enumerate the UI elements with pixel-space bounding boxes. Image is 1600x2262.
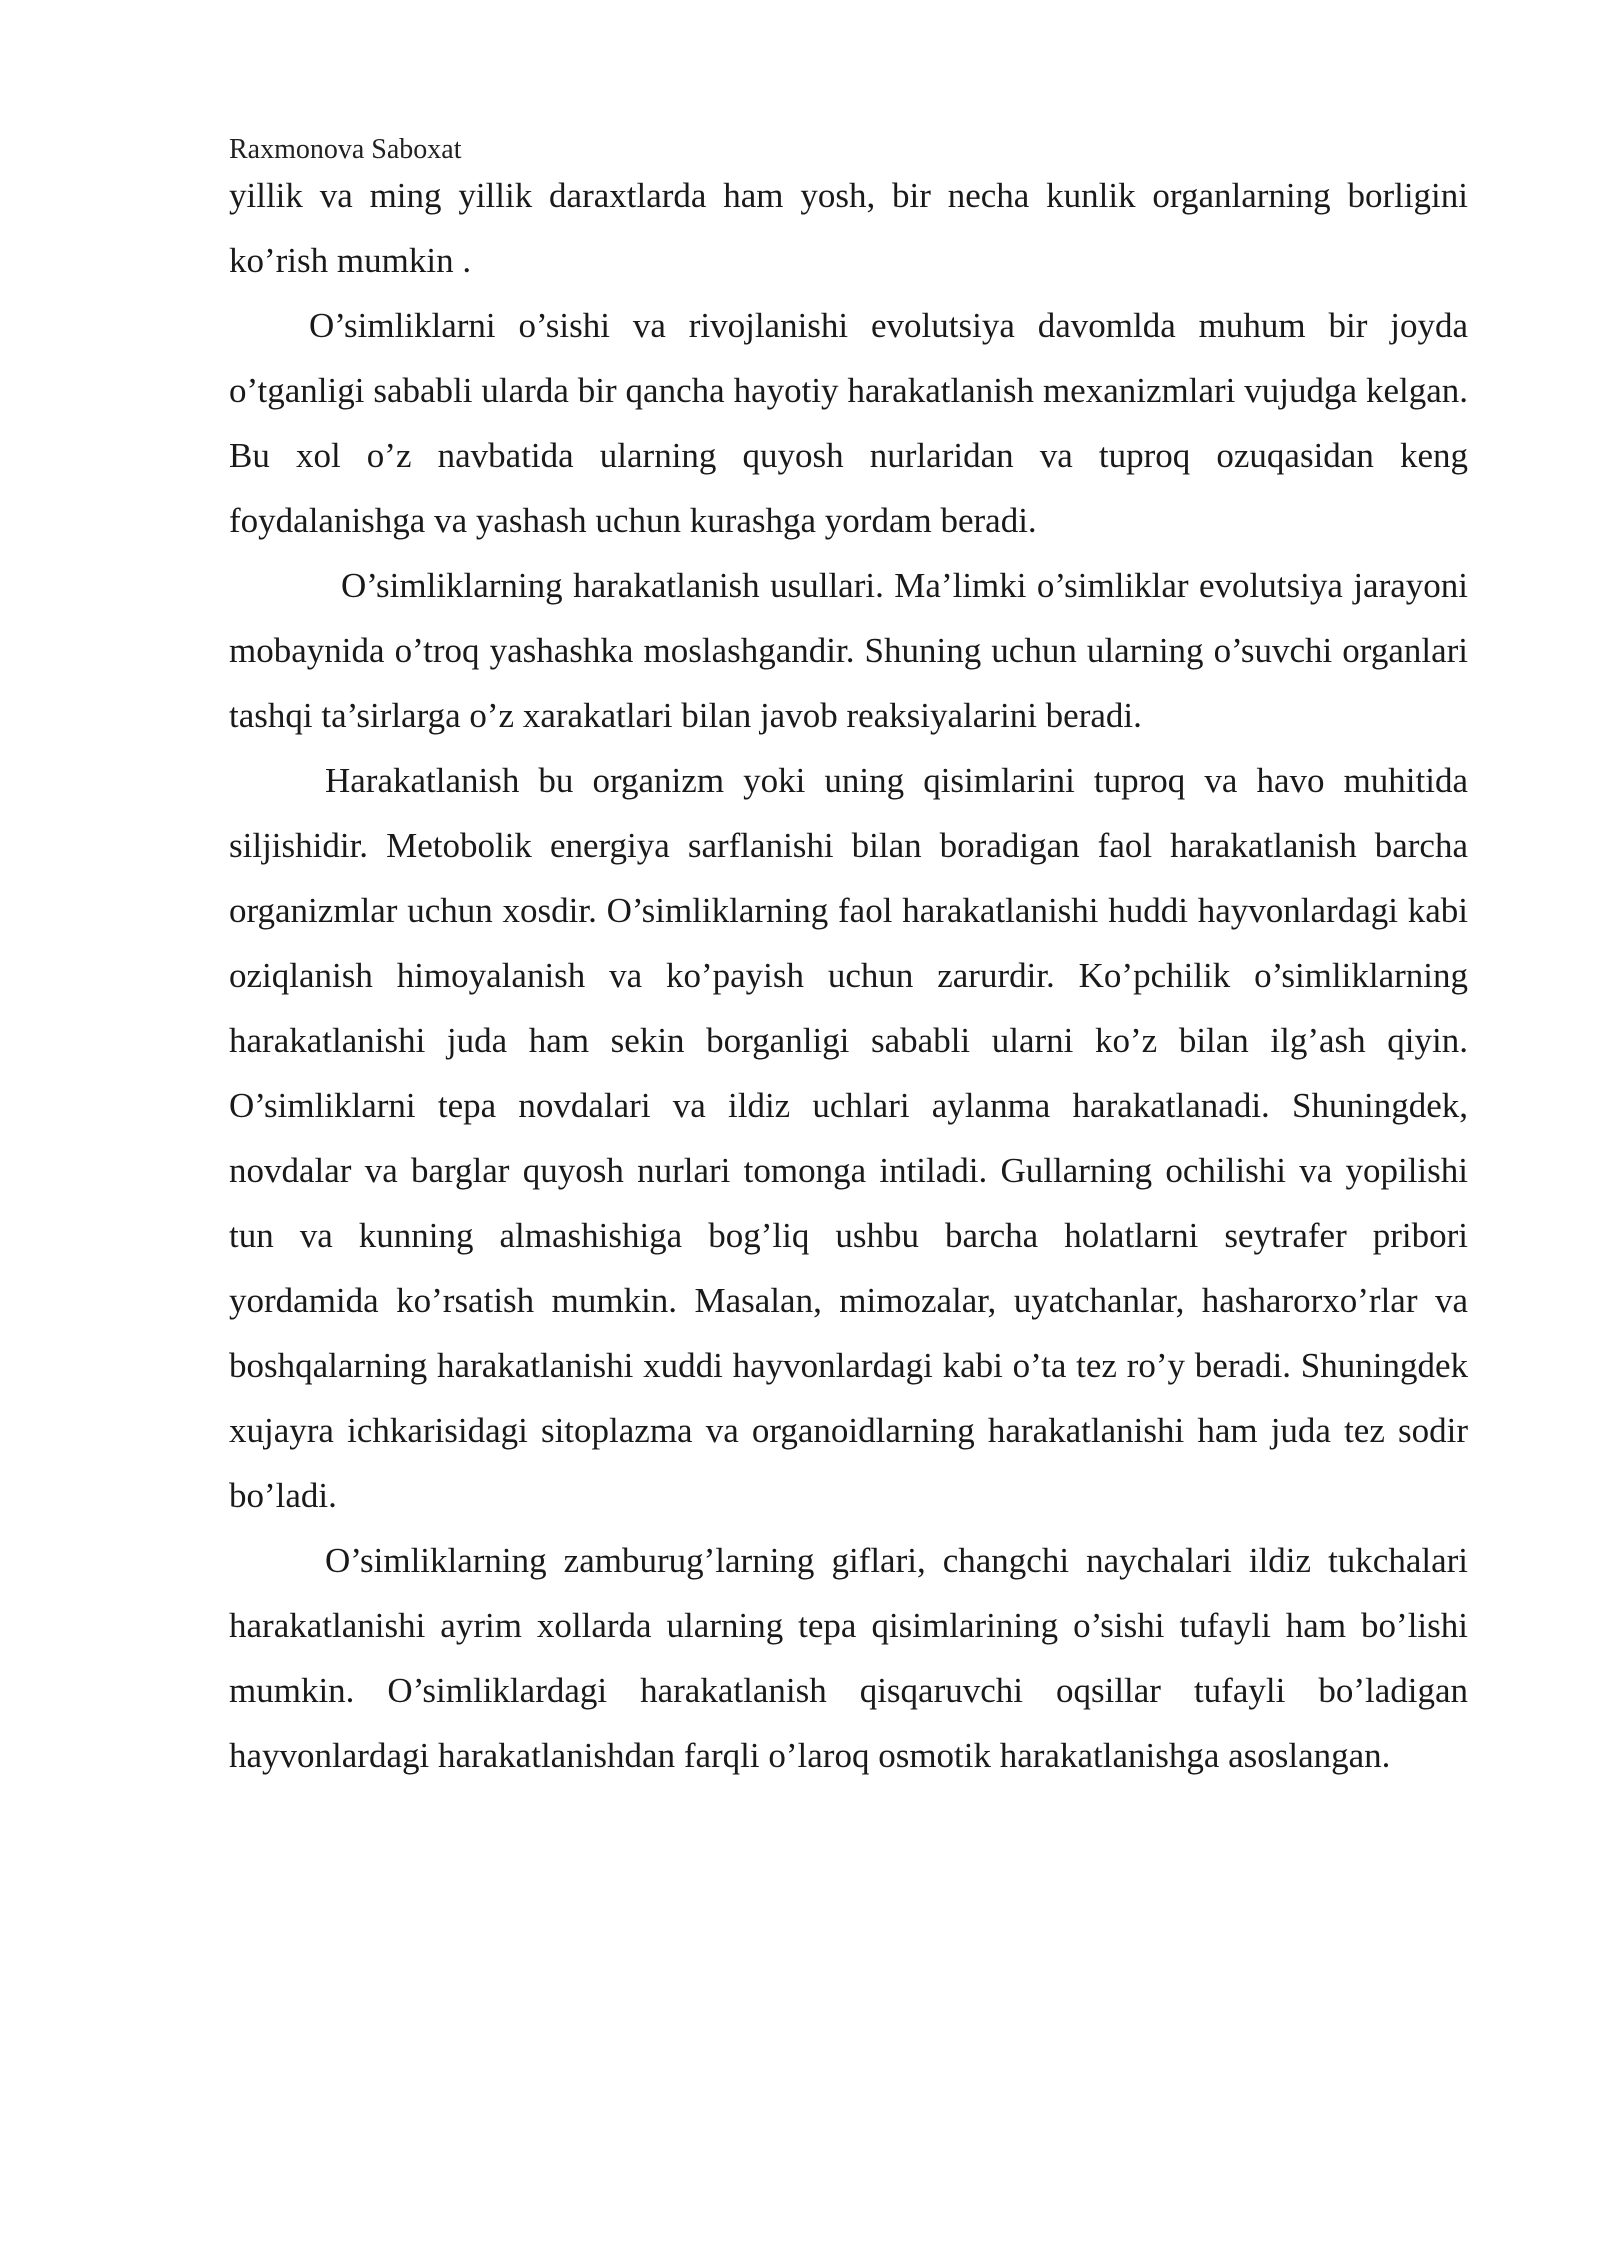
document-body <box>229 163 1468 1788</box>
paragraph-movement-definition: Harakatlanish bu organizm yoki uning qisimlarini tuproq va havo muhitida siljishidir. Metobolik energiya sarflanishi bilan boradigan faol harakatlanish barcha organizmlar uchun xosdir. O’simliklarning faol harakatlanishi huddi hayvonlardagi kabi oziqlanish himoyalanish va ko’payish uchun zarurdir. Ko’pchilik o’simliklarning harakatlanishi juda ham sekin borganligi sababli ularni ko’z bilan ilg’ash qiyin. O’simliklarni tepa novdalari va ildiz uchlari aylanma harakatlanadi. Shuningdek, novdalar va barglar quyosh nurlari tomonga intiladi. Gullarning ochilishi va yopilishi tun va kunning almashishiga bog’liq ushbu barcha holatlarni seytrafer pribori yordamida ko’rsatish mumkin. Masalan, mimozalar, uyatchanlar, hasharorxo’rlar va boshqalarning harakatlanishi xuddi hayvonlardagi kabi o’ta tez ro’y beradi. Shuningdek xujayra ichkarisidagi sitoplazma va organoidlarning harakatlanishi ham juda tez sodir bo’ladi. <box>229 761 1468 1515</box>
paragraph-continuation: yillik va ming yillik daraxtlarda ham yosh, bir necha kunlik organlarning borligini ko’rish mumkin . <box>229 176 1468 280</box>
paragraph-fungi-movement: O’simliklarning zamburug’larning giflari, changchi naychalari ildiz tukchalari harakatlanishi ayrim xollarda ularning tepa qisimlarining o’sishi tufayli ham bo’lishi mumkin. O’simliklardagi harakatlanish qisqaruvchi oqsillar tufayli bo’ladigan hayvonlardagi harakatlanishdan farqli o’laroq osmotik harakatlanishga asoslangan. <box>229 1541 1468 1775</box>
paragraph-evolution: O’simliklarni o’sishi va rivojlanishi evolutsiya davomlda muhum bir joyda o’tganligi sababli ularda bir qancha hayotiy harakatlanish mexanizmlari vujudga kelgan. Bu xol o’z navbatida ularning quyosh nurlaridan va tuproq ozuqasidan keng foydalanishga va yashash uchun kurashga yordam beradi. <box>229 306 1468 540</box>
page-header-author: Raxmonova Saboxat <box>229 134 462 165</box>
paragraph-movement-methods: O’simliklarning harakatlanish usullari. Ma’limki o’simliklar evolutsiya jarayoni mobaynida o’troq yashashka moslashgandir. Shuning uchun ularning o’suvchi organlari tashqi ta’sirlarga o’z xarakatlari bilan javob reaksiyalarini beradi. <box>229 566 1468 735</box>
